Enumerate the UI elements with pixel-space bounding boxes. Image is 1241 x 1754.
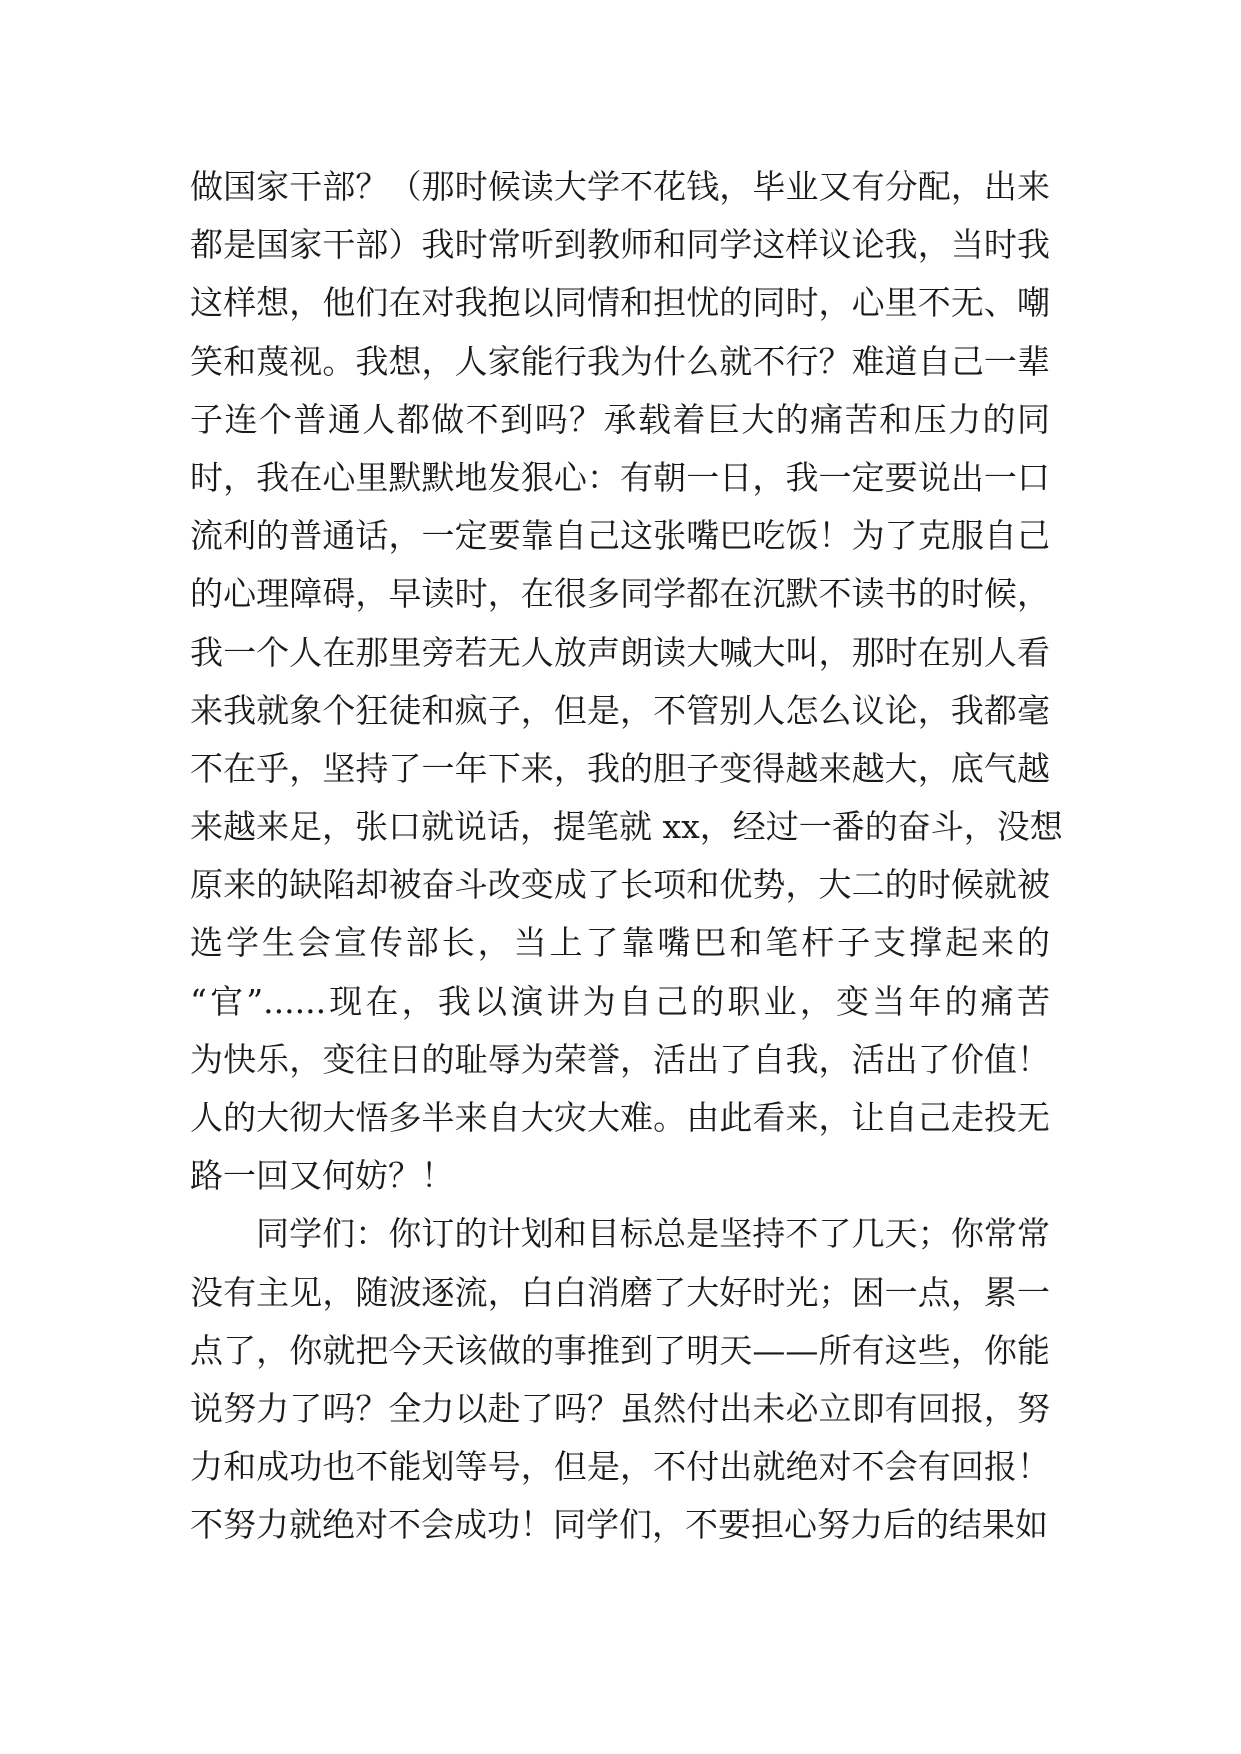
text-line: 子连个普通人都做不到吗？承载着巨大的痛苦和压力的同 [190, 399, 1050, 439]
text-line: 说努力了吗？全力以赴了吗？虽然付出未必立即有回报，努 [190, 1388, 1050, 1428]
text-line: 不在乎，坚持了一年下来，我的胆子变得越来越大，底气越 [190, 748, 1050, 788]
text-line: 点了，你就把今天该做的事推到了明天——所有这些，你能 [190, 1330, 1050, 1370]
text-line: 时，我在心里默默地发狠心：有朝一日，我一定要说出一口 [190, 457, 1050, 497]
text-line: 的心理障碍，早读时，在很多同学都在沉默不读书的时候， [190, 574, 1050, 614]
text-line: 不努力就绝对不会成功！同学们，不要担心努力后的结果如 [190, 1505, 1048, 1545]
text-line: 来越来足，张口就说话，提笔就 xx，经过一番的奋斗，没想 [190, 807, 1063, 847]
text-line: 来我就象个狂徒和疯子，但是，不管别人怎么议论，我都毫 [190, 690, 1050, 730]
text-line: 同学们：你订的计划和目标总是坚持不了几天；你常常 [256, 1214, 1050, 1254]
text-line: 为快乐，变往日的耻辱为荣誉，活出了自我，活出了价值！ [190, 1039, 1050, 1079]
text-line: 笑和蔑视。我想，人家能行我为什么就不行？难道自己一辈 [190, 341, 1050, 381]
text-line: 力和成功也不能划等号，但是，不付出就绝对不会有回报！ [190, 1447, 1050, 1487]
text-line: 原来的缺陷却被奋斗改变成了长项和优势，大二的时候就被 [190, 865, 1050, 905]
text-line: 路一回又何妨？！ [190, 1156, 454, 1196]
text-line: 人的大彻大悟多半来自大灾大难。由此看来，让自己走投无 [190, 1098, 1050, 1137]
text-line: 选学生会宣传部长，当上了靠嘴巴和笔杆子支撑起来的 [190, 923, 1050, 963]
text-line: 流利的普通话，一定要靠自己这张嘴巴吃饭！为了克服自己 [190, 516, 1050, 556]
body-text [190, 158, 1063, 1555]
text-line: 我一个人在那里旁若无人放声朗读大喊大叫，那时在别人看 [190, 632, 1050, 672]
text-line: 都是国家干部）我时常听到教师和同学这样议论我，当时我 [190, 225, 1050, 265]
text-line: 没有主见，随波逐流，白白消磨了大好时光；困一点，累一 [190, 1272, 1050, 1312]
text-line: 这样想，他们在对我抱以同情和担忧的同时，心里不无、嘲 [190, 283, 1050, 323]
text-line: 做国家干部？（那时候读大学不花钱，毕业又有分配，出来 [190, 167, 1050, 206]
text-line: “官”......现在，我以演讲为自己的职业，变当年的痛苦 [190, 981, 1050, 1021]
